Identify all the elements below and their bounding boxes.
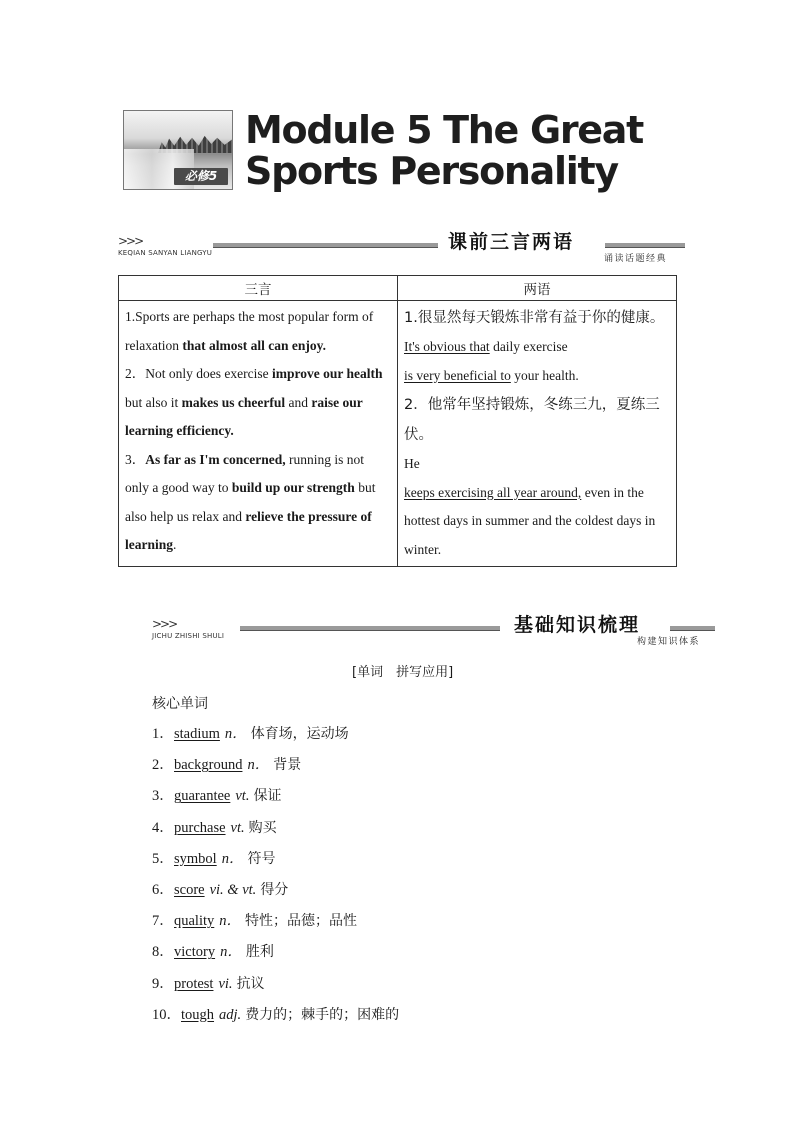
list-item: 5．symbol n． 符号: [152, 850, 276, 867]
module-cover-image: [123, 110, 233, 190]
translation-prompt-2: 2．他常年坚持锻炼，冬练三九，夏练三伏。: [404, 397, 660, 443]
list-item: 2．background n． 背景: [152, 757, 302, 774]
sentence-3: 3．As far as I'm concerned, running is not only a good way to build up our strength but also help us relax and relieve the pressure of learning.: [125, 451, 376, 552]
section-heading: 基础知识梳理: [514, 614, 641, 636]
vocab-subheading: [单词 拼写应用]: [352, 665, 454, 680]
section-pinyin: JICHU ZHISHI SHULI: [152, 632, 225, 640]
list-item: 3．guarantee vt. 保证: [152, 788, 282, 805]
column-header-two-sentences: 两语: [398, 276, 677, 301]
banner-rule-left: [213, 243, 438, 248]
list-item: 7．quality n． 特性；品德；品性: [152, 913, 358, 930]
volume-badge: 必修5: [174, 168, 228, 185]
column-header-three-words: 三言: [119, 276, 398, 301]
chevron-icon: >>>: [118, 234, 143, 248]
section-pinyin: KEQIAN SANYAN LIANGYU: [118, 249, 213, 257]
table-row: [119, 301, 677, 567]
table-header-row: [119, 276, 677, 301]
chevron-icon: >>>: [152, 617, 177, 631]
sentence-2: 2．Not only does exercise improve our health but also it makes us cheerful and raise our learning efficiency.: [125, 366, 383, 438]
translation-answer-1: It's obvious that daily exercise is very beneficial to your health.: [404, 339, 579, 383]
vocab-list: [152, 720, 399, 1032]
section-banner-preview: [118, 231, 685, 264]
section-banner-basics: [152, 614, 715, 647]
module-title-line-1: Module 5 The Great: [245, 108, 643, 152]
expressions-table: [118, 275, 677, 567]
section-tag: 诵读话题经典: [604, 254, 668, 264]
list-item: 4．purchase vt. 购买: [152, 819, 277, 836]
two-sentences-cell: [398, 301, 677, 567]
list-item: 10．tough adj. 费力的；棘手的；困难的: [152, 1006, 400, 1023]
section-tag: 构建知识体系: [637, 637, 701, 647]
banner-rule-left: [240, 626, 500, 631]
list-item: 8．victory n． 胜利: [152, 944, 274, 961]
list-item: 9．protest vi. 抗议: [152, 975, 265, 992]
translation-prompt-1: 1.很显然每天锻炼非常有益于你的健康。: [404, 310, 665, 326]
core-words-label: 核心单词: [152, 696, 208, 712]
sentence-1: 1.Sports are perhaps the most popular form of relaxation that almost all can enjoy.: [125, 309, 374, 353]
three-words-cell: [119, 301, 398, 567]
section-heading: 课前三言两语: [448, 231, 575, 253]
module-title-line-2: Sports Personality: [245, 149, 618, 193]
banner-rule-right: [670, 626, 715, 631]
module-title: [245, 110, 643, 192]
translation-answer-2: He keeps exercising all year around, even in the hottest days in summer and the coldest days in winter.: [404, 456, 656, 557]
banner-rule-right: [605, 243, 685, 248]
list-item: 1．stadium n． 体育场，运动场: [152, 726, 349, 742]
list-item: 6．score vi. & vt. 得分: [152, 881, 289, 898]
